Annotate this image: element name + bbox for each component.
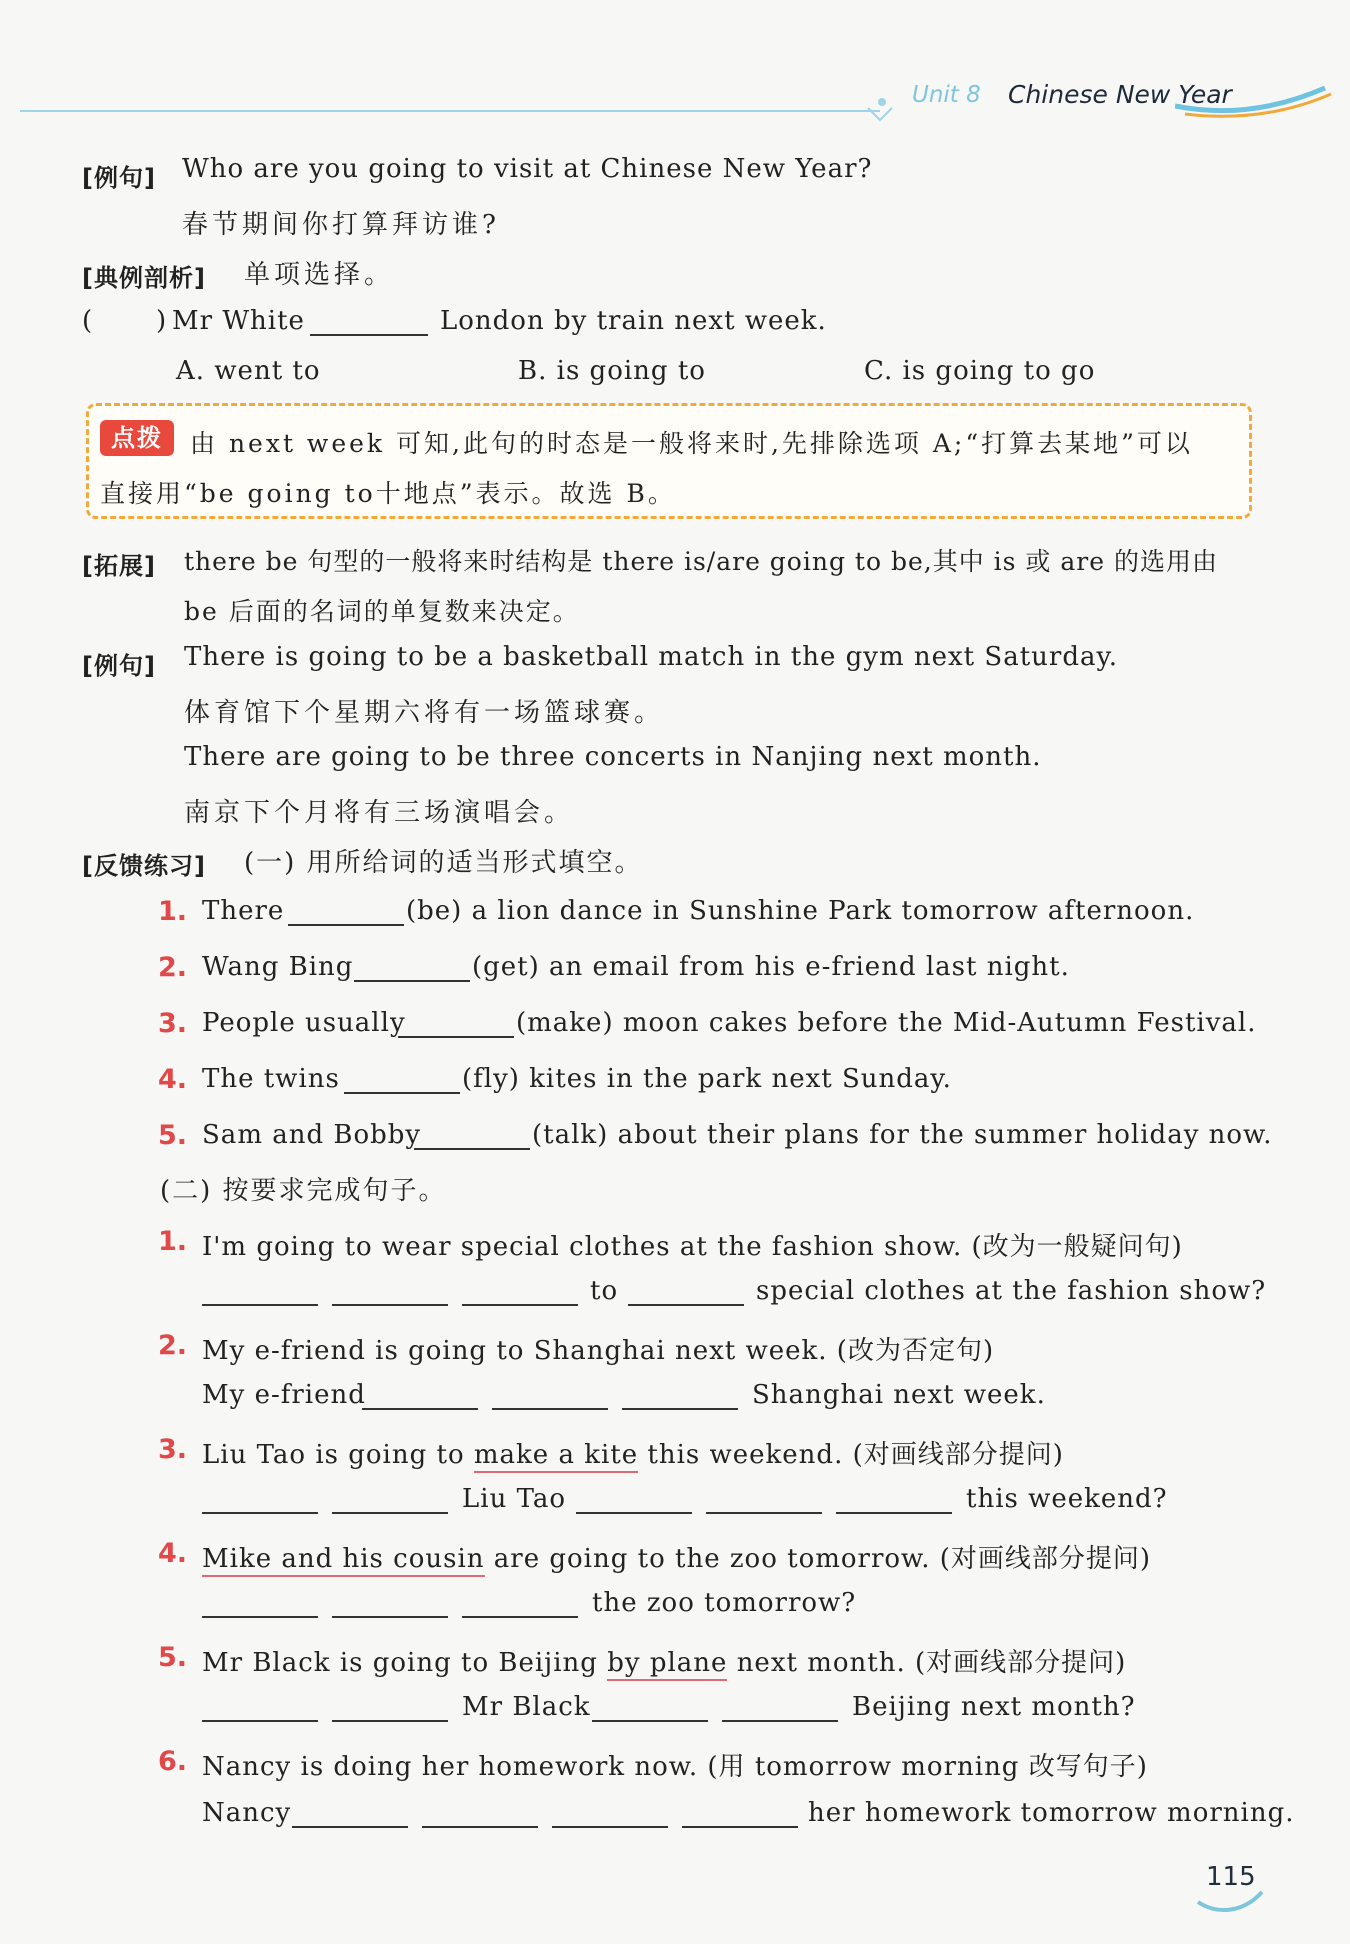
underlined-part: make a kite [474, 1440, 638, 1473]
item-text: Wang Bing [202, 952, 354, 982]
answer-blank[interactable] [344, 1068, 460, 1094]
unit-title: Chinese New Year [1008, 80, 1232, 109]
sentence-part: Liu Tao is going to [202, 1440, 465, 1470]
answer-blank[interactable] [682, 1802, 798, 1828]
practice-tag: [反馈练习] [82, 852, 206, 880]
item-number: 2. [158, 1330, 188, 1361]
page-number: 115 [1206, 1862, 1256, 1892]
underlined-part: Mike and his cousin [202, 1544, 485, 1577]
item-number: 3. [158, 1434, 188, 1465]
answer-blank[interactable] [552, 1802, 668, 1828]
answer-text: Beijing next month? [852, 1692, 1136, 1722]
analysis-title: 单项选择。 [244, 260, 395, 290]
item-text: (talk) about their plans for the summer holiday now. [532, 1120, 1273, 1150]
answer-blank[interactable] [202, 1696, 318, 1722]
answer-blank[interactable] [706, 1488, 822, 1514]
item-text: (fly) kites in the park next Sunday. [462, 1064, 952, 1094]
answer-blank[interactable] [592, 1696, 708, 1722]
question-start: Mr White [172, 306, 305, 336]
extension-tag: [拓展] [82, 552, 156, 580]
page-number-swoosh-icon [1196, 1888, 1266, 1918]
answer-blank[interactable] [492, 1384, 608, 1410]
answer-blank[interactable] [414, 1124, 530, 1150]
item-number: 4. [158, 1064, 188, 1095]
sentence-part: next month. (对画线部分提问) [736, 1648, 1127, 1678]
extension-line-2: be 后面的名词的单复数来决定。 [184, 597, 580, 626]
item-text: People usually [202, 1008, 406, 1038]
header-swoosh-icon [1175, 84, 1335, 124]
example2-en2: There are going to be three concerts in Nanjing next month. [184, 742, 1042, 772]
answer-blank[interactable] [462, 1592, 578, 1618]
answer-text: this weekend? [966, 1484, 1168, 1514]
item-text: My e-friend is going to Shanghai next week. (改为否定句) [202, 1336, 995, 1366]
sentence-part: this weekend. (对画线部分提问) [647, 1440, 1064, 1470]
answer-blank[interactable] [722, 1696, 838, 1722]
example-tag-2: [例句] [82, 652, 156, 680]
unit-label: Unit 8 [912, 82, 981, 108]
answer-blank[interactable] [332, 1592, 448, 1618]
practice-part1-title: (一) 用所给词的适当形式填空。 [244, 848, 643, 878]
item-text: (make) moon cakes before the Mid-Autumn Festival. [516, 1008, 1257, 1038]
question-end: London by train next week. [440, 306, 827, 336]
question-paren-open: ( [82, 306, 94, 336]
answer-blank[interactable] [202, 1488, 318, 1514]
answer-blank[interactable] [836, 1488, 952, 1514]
answer-text: to [590, 1276, 619, 1306]
example-sentence-en: Who are you going to visit at Chinese New Year? [182, 154, 873, 184]
answer-blank[interactable] [332, 1488, 448, 1514]
item-text: I'm going to wear special clothes at the fashion show. (改为一般疑问句) [202, 1232, 1183, 1262]
extension-line-1: there be 句型的一般将来时结构是 there is/are going to be,其中 is 或 are 的选用由 [184, 547, 1218, 576]
item-sentence [202, 1642, 1126, 1679]
answer-text: special clothes at the fashion show? [756, 1276, 1267, 1306]
tip-line-1: 由 next week 可知,此句的时态是一般将来时,先排除选项 A;“打算去某地”可以 [190, 429, 1193, 458]
sentence-part: are going to the zoo tomorrow. (对画线部分提问) [493, 1544, 1152, 1574]
option-a: A. went to [176, 356, 321, 386]
tip-badge: 点拨 [100, 420, 174, 456]
answer-text: Liu Tao [462, 1484, 567, 1514]
answer-blank[interactable] [462, 1280, 578, 1306]
answer-text: My e-friend [202, 1380, 366, 1410]
header-rule [20, 110, 880, 112]
item-text: Sam and Bobby [202, 1120, 422, 1150]
question-paren-close: ) [156, 306, 168, 336]
item-text: The twins [202, 1064, 340, 1094]
answer-blank[interactable] [202, 1592, 318, 1618]
answer-blank[interactable] [622, 1384, 738, 1410]
header-chevron-icon [860, 96, 900, 126]
answer-blank[interactable] [202, 1280, 318, 1306]
answer-blank[interactable] [422, 1802, 538, 1828]
answer-text: Shanghai next week. [752, 1380, 1046, 1410]
item-sentence [202, 1538, 1151, 1575]
answer-blank[interactable] [398, 1012, 514, 1038]
answer-blank[interactable] [310, 310, 428, 336]
answer-text: the zoo tomorrow? [592, 1588, 857, 1618]
answer-blank[interactable] [332, 1280, 448, 1306]
underlined-part: by plane [607, 1648, 727, 1681]
answer-text: Nancy [202, 1798, 292, 1828]
item-text: There [202, 896, 285, 926]
item-text: Nancy is doing her homework now. (用 tomorrow morning 改写句子) [202, 1752, 1148, 1782]
option-c: C. is going to go [864, 356, 1096, 386]
item-number: 3. [158, 1008, 188, 1039]
answer-text: Mr Black [462, 1692, 591, 1722]
tip-line-2: 直接用“be going to十地点”表示。故选 B。 [100, 479, 676, 508]
sentence-part: Mr Black is going to Beijing [202, 1648, 598, 1678]
item-number: 5. [158, 1642, 188, 1673]
answer-blank[interactable] [628, 1280, 744, 1306]
answer-blank[interactable] [354, 956, 470, 982]
answer-text: her homework tomorrow morning. [808, 1798, 1295, 1828]
example2-cn2: 南京下个月将有三场演唱会。 [184, 798, 575, 828]
item-number: 1. [158, 1226, 188, 1257]
analysis-tag: [典例剖析] [82, 264, 206, 292]
item-number: 1. [158, 896, 188, 927]
example2-en1: There is going to be a basketball match in the gym next Saturday. [184, 642, 1118, 672]
answer-blank[interactable] [292, 1802, 408, 1828]
item-sentence [202, 1434, 1064, 1471]
item-text: (be) a lion dance in Sunshine Park tomorrow afternoon. [406, 896, 1195, 926]
answer-blank[interactable] [362, 1384, 478, 1410]
option-b: B. is going to [518, 356, 706, 386]
item-number: 4. [158, 1538, 188, 1569]
item-number: 6. [158, 1746, 188, 1777]
answer-blank[interactable] [332, 1696, 448, 1722]
answer-blank[interactable] [576, 1488, 692, 1514]
item-text: (get) an email from his e-friend last night. [472, 952, 1070, 982]
item-number: 5. [158, 1120, 188, 1151]
example2-cn1: 体育馆下个星期六将有一场篮球赛。 [184, 698, 665, 728]
item-number: 2. [158, 952, 188, 983]
example-tag: [例句] [82, 164, 156, 192]
answer-blank[interactable] [288, 900, 404, 926]
practice-part2-title: (二) 按要求完成句子。 [160, 1176, 447, 1206]
example-sentence-cn: 春节期间你打算拜访谁? [182, 210, 500, 240]
